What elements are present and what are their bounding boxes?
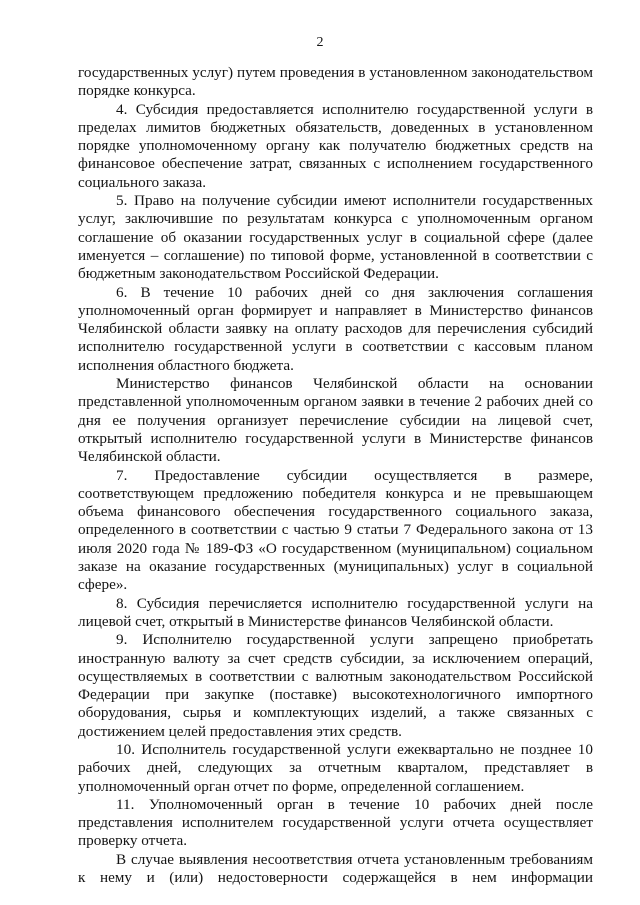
paragraph-item-8: 8. Субсидия перечисляется исполнителю государственной услуги на лицевой счет, открытый в Министерстве финансов Челябинской области. [78,594,593,630]
paragraph-item-9: 9. Исполнителю государственной услуги запрещено приобретать иностранную валюту за счет средств субсидии, за исключением операций, осуществляемых в соответствии с валютным законодательством Российской Федерации при закупке (поставке) высокотехнологичного импортного оборудования, сырья и комплектующих изделий, а также связанных с достижением целей предоставления этих средств. [78,631,593,740]
paragraph-continuation: государственных услуг) путем проведения в установленном законодательством порядке конкурса. [78,64,593,100]
paragraph-item-6: 6. В течение 10 рабочих дней со дня заключения соглашения уполномоченный орган формирует и направляет в Министерство финансов Челябинской области заявку на оплату расходов для перечисления субсидий исполнителю государственной услуги в соответствии с кассовым планом исполнения областного бюджета. [78,283,593,374]
paragraph-item-10: 10. Исполнитель государственной услуги ежеквартально не позднее 10 рабочих дней, следующих за отчетным кварталом, представляет в уполномоченный орган отчет по форме, определенной соглашением. [78,740,593,795]
paragraph-item-4: 4. Субсидия предоставляется исполнителю государственной услуги в пределах лимитов бюджетных обязательств, доведенных в установленном порядке уполномоченному органу как получателю бюджетных средств на финансовое обеспечение затрат, связанных с исполнением государственного социального заказа. [78,100,593,191]
paragraph-item-5: 5. Право на получение субсидии имеют исполнители государственных услуг, заключившие по результатам конкурса с уполномоченным органом соглашение об оказании государственных услуг в социальной сфере (далее именуется – соглашение) по типовой форме, установленной в соответствии с бюджетным законодательством Российской Федерации. [78,192,593,283]
paragraph-item-6-ministry: Министерство финансов Челябинской области на основании представленной уполномоченным органом заявки в течение 2 рабочих дней со дня ее получения организует перечисление субсидии на лицевой счет, открытый исполнителю государственной услуги в Министерстве финансов Челябинской области. [78,375,593,466]
page-number: 2 [316,35,324,50]
paragraph-item-11-discrepancy: В случае выявления несоответствия отчета установленным требованиям к нему и (или) недостоверности содержащейся в нем информации [78,850,593,887]
paragraph-item-7: 7. Предоставление субсидии осуществляется в размере, соответствующем предложению победителя конкурса и не превышающем объема финансового обеспечения государственного социального заказа, определенного в соответствии с частью 9 статьи 7 Федерального закона от 13 июля 2020 года № 189-ФЗ «О государственном (муниципальном) социальном заказе на оказание государственных (муниципальных) услуг в социальной сфере». [78,466,593,594]
paragraph-item-11: 11. Уполномоченный орган в течение 10 рабочих дней после представления исполнителем государственной услуги отчета осуществляет проверку отчета. [78,795,593,850]
document-body [78,64,593,887]
